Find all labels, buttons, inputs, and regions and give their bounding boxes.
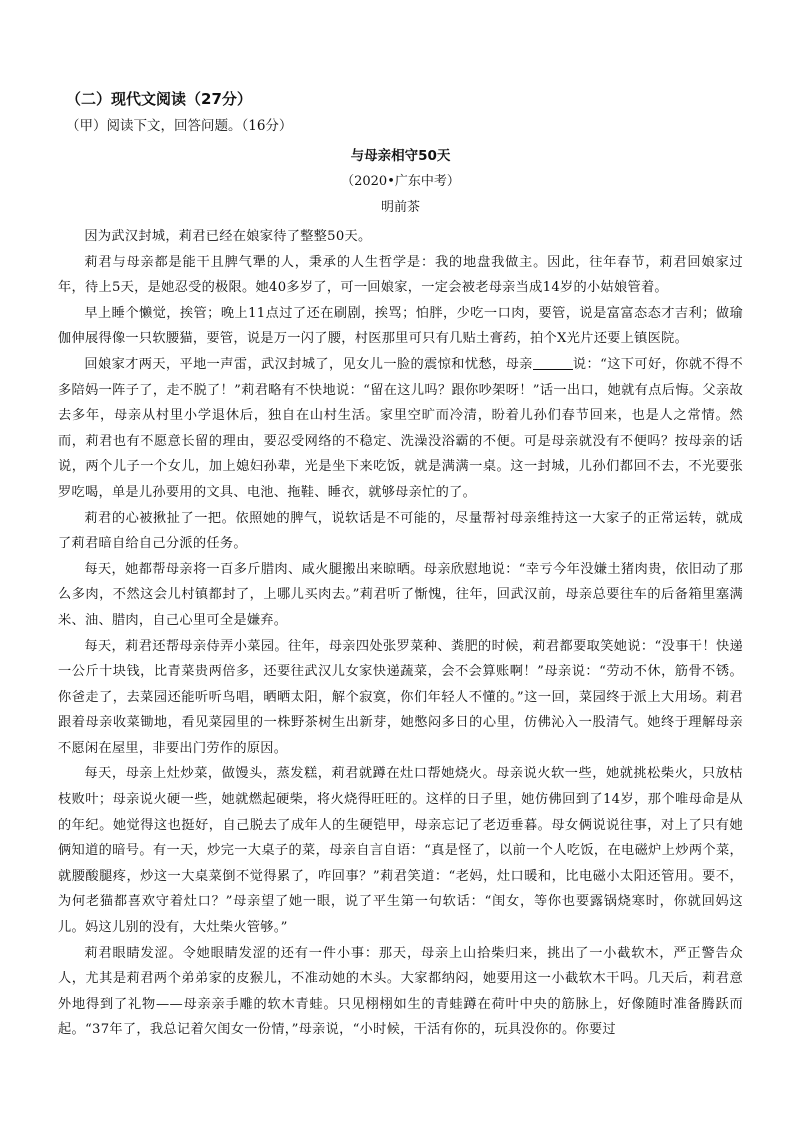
paragraph: 莉君与母亲都是能干且脾气犟的人，秉承的人生哲学是：我的地盘我做主。因此，往年春节，莉君回娘家过年，待上5天，是她忍受的极限。她40多岁了，可一回娘家，一定会被老母亲当成14岁的小姑娘管着。: [58, 254, 743, 296]
article-title: 与母亲相守50天: [350, 148, 451, 164]
article-body: [58, 224, 743, 1043]
section-title: （二）现代文阅读（27分）: [66, 90, 252, 108]
paragraph: 因为武汉封城，莉君已经在娘家待了整整50天。: [84, 229, 372, 244]
paragraph: 莉君眼睛发涩。令她眼睛发涩的还有一件小事：那天，母亲上山拾柴归来，挑出了一小截软木，严正警告众人，尤其是莉君两个弟弟家的皮猴儿，不准动她的木头。大家都纳闷，她要用这一小截软木干吗。几天后，莉君意外地得到了礼物——母亲亲手雕的软木青蛙。只见栩栩如生的青蛙蹲在荷叶中央的筋脉上，好像随时准备腾跃而起。“37年了，我总记着欠闺女一份情，”母亲说，“小时候，干活有你的，玩具没你的。你要过: [58, 945, 743, 1038]
article-source: （2020•广东中考）: [341, 174, 460, 189]
paragraph: 每天，她都帮母亲将一百多斤腊肉、咸火腿搬出来晾晒。母亲欣慰地说：“幸亏今年没嫌土猪肉贵，依旧动了那么多肉，不然这会儿村镇都封了，上哪儿买肉去。”莉君听了惭愧，往年，回武汉前，母亲总要往车的后备箱里塞满米、油、腊肉，自己心里可全是嫌弃。: [58, 561, 743, 628]
paragraph: 每天，母亲上灶炒菜，做馒头，蒸发糕，莉君就蹲在灶口帮她烧火。母亲说火软一些，她就挑松柴火，只放枯枝败叶；母亲说火硬一些，她就燃起硬柴，将火烧得旺旺的。这样的日子里，她仿佛回到了14岁，那个唯母命是从的年纪。她觉得这也挺好，自己脱去了成年人的生硬铠甲，母亲忘记了老迈垂暮。母女俩说说往事，对上了只有她俩知道的暗号。有一天，炒完一大桌子的菜，母亲自言自语：“真是怪了，以前一个人吃饭，在电磁炉上炒两个菜，就腰酸腿疼，炒这一大桌菜倒不觉得累了，咋回事？”莉君笑道：“老妈，灶口暖和，比电磁小太阳还管用。要不，为何老猫都喜欢守着灶口？”母亲望了她一眼，说了平生第一句软话：“闺女，等你也要露锅烧寒时，你就回妈这儿。妈这儿别的没有，大灶柴火管够。”: [58, 766, 743, 936]
document-page: [58, 88, 743, 1043]
article-author: 明前茶: [380, 200, 420, 215]
paragraph-text: 说：“这下可好，你就不得不多陪妈一阵子了，走不脱了！”莉君略有不快地说：“留在这儿吗？跟你吵架呀！”话一出口，她就有点后悔。父亲故去多年，母亲从村里小学退休后，独自在山村生活。家里空旷而冷清，盼着儿孙们春节回来，也是人之常情。然而，莉君也有不愿意长留的理由，要忍受网络的不稳定、洗澡没浴霸的不便。可是母亲就没有不便吗？按母亲的话说，两个儿子一个女儿，加上媳妇孙辈，光是坐下来吃饭，就是满满一桌。这一封城，儿孙们都回不去，不光要张罗吃喝，单是儿孙要用的文具、电池、拖鞋、睡衣，就够母亲忙的了。: [58, 356, 743, 500]
paragraph: 每天，莉君还帮母亲侍弄小菜园。往年，母亲四处张罗菜种、粪肥的时候，莉君都要取笑她说：“没事干！快递一公斤十块钱，比青菜贵两倍多，还要往武汉儿女家快递蔬菜，会不会算账啊！”母亲说：“劳动不休，筋骨不锈。你爸走了，去菜园还能听听鸟唱，晒晒太阳，解个寂寞，你们年轻人不懂的。”这一回，菜园终于派上大用场。莉君跟着母亲收菜锄地，看见菜园里的一株野茶树生出新芽，她憋闷多日的心里，仿佛沁入一股清气。她终于理解母亲不愿闲在屋里，非要出门劳作的原因。: [58, 638, 743, 756]
answer-blank[interactable]: [533, 355, 573, 370]
paragraph: 莉君的心被揪扯了一把。依照她的脾气，说软话是不可能的，尽量帮衬母亲维持这一大家子的正常运转，就成了莉君暗自给自己分派的任务。: [58, 510, 743, 552]
instruction-text: （甲）阅读下文，回答问题。（16分）: [66, 118, 293, 134]
paragraph-text: 回娘家才两天，平地一声雷，武汉封城了，见女儿一脸的震惊和忧愁，母亲: [84, 356, 533, 372]
paragraph: 早上睡个懒觉，挨管；晚上11点过了还在刷剧，挨骂；怕胖，少吃一口肉，要管，说是富富态态才吉利；做瑜伽伸展得像一只软腰猫，要管，说是万一闪了腰，村医那里可只有几贴土膏药，拍个X光片还要上镇医院。: [58, 305, 743, 347]
paragraph: [58, 352, 743, 506]
